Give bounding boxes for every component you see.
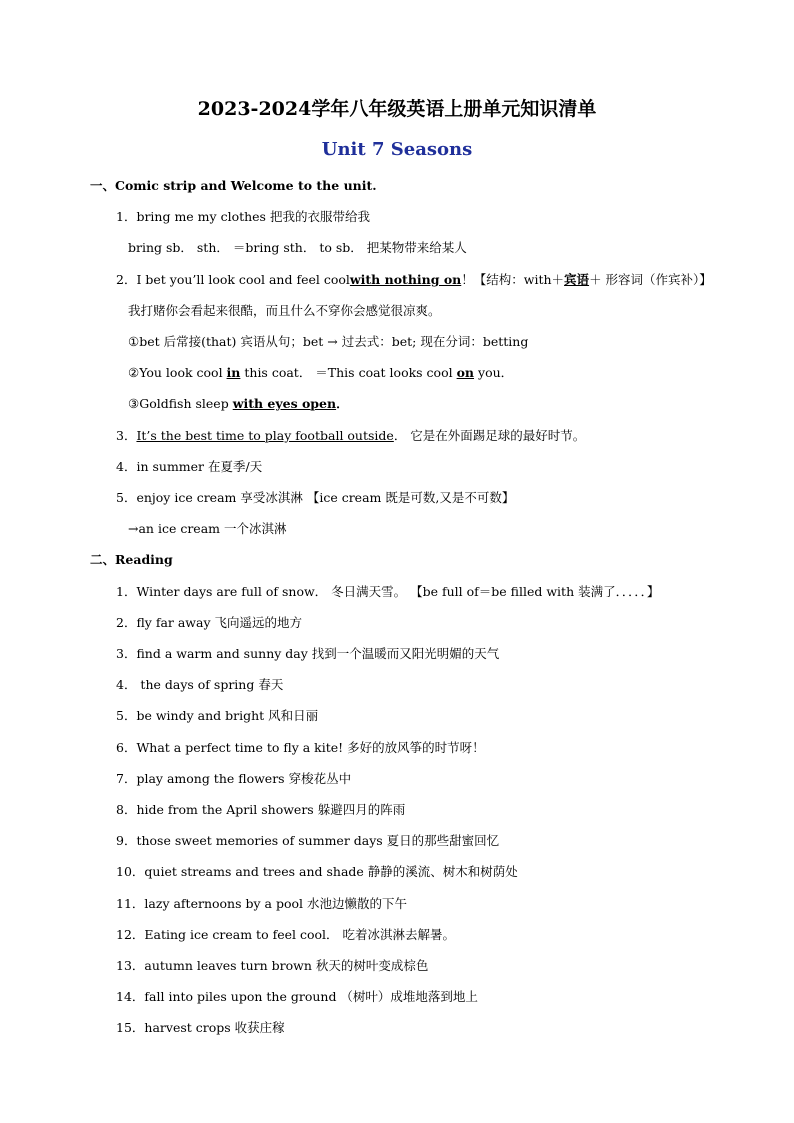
reading-item: 13．autumn leaves turn brown 秋天的树叶变成棕色 bbox=[116, 958, 429, 973]
reading-item: 14．fall into piles upon the ground （树叶）成堆地落到地上 bbox=[116, 989, 478, 1004]
note-3-part: ． bbox=[336, 396, 349, 411]
reading-item: 15．harvest crops 收获庄稼 bbox=[116, 1020, 285, 1035]
reading-item: 1．Winter days are full of snow． 冬日满天雪。 【be full of＝be filled with 装满了．．．．．】 bbox=[116, 584, 660, 599]
comic-item-2-object: 宾语 bbox=[564, 272, 590, 287]
note-2-in: in bbox=[226, 365, 241, 380]
comic-item-2-note-3 bbox=[128, 396, 349, 412]
note-2-part: ②You look cool bbox=[128, 365, 227, 380]
comic-item-2-note-1: ①bet 后常接(that) 宾语从句；bet → 过去式：bet; 现在分词：betting bbox=[128, 334, 529, 349]
comic-item-3-sentence: It’s the best time to play football outside bbox=[136, 428, 394, 443]
unit-title: Unit 7 Seasons bbox=[321, 139, 473, 160]
comic-item-3 bbox=[116, 428, 585, 444]
reading-item: 4． the days of spring 春天 bbox=[116, 677, 284, 692]
comic-item-5: 5．enjoy ice cream 享受冰淇淋 【ice cream 既是可数,又是不可数】 bbox=[116, 490, 515, 505]
comic-item-2-text: 2．I bet you’ll look cool and feel cool bbox=[116, 272, 350, 287]
page-title: 2023-2024学年八年级英语上册单元知识清单 bbox=[197, 98, 597, 120]
comic-item-2-structure: ！【结构：with＋ bbox=[461, 272, 565, 287]
comic-item-1: 1．bring me my clothes 把我的衣服带给我 bbox=[116, 209, 370, 224]
comic-item-2-note-2 bbox=[128, 365, 513, 381]
reading-item: 5．be windy and bright 风和日丽 bbox=[116, 708, 319, 723]
section-heading-comic: 一、Comic strip and Welcome to the unit. bbox=[90, 178, 377, 193]
note-2-part: you． bbox=[474, 365, 514, 380]
comic-item-3-translation: ． 它是在外面踢足球的最好时节。 bbox=[393, 428, 586, 443]
reading-item: 3．find a warm and sunny day 找到一个温暖而又阳光明媚的天气 bbox=[116, 646, 500, 661]
reading-item: 9．those sweet memories of summer days 夏日的那些甜蜜回忆 bbox=[116, 833, 500, 848]
comic-item-2-translation: 我打赌你会看起来很酷，而且什么不穿你会感觉很凉爽。 bbox=[128, 303, 441, 318]
note-2-part: this coat． ＝This coat looks cool bbox=[240, 365, 457, 380]
reading-item: 12．Eating ice cream to feel cool． 吃着冰淇淋去解暑。 bbox=[116, 927, 455, 942]
comic-item-4: 4．in summer 在夏季/天 bbox=[116, 459, 263, 474]
reading-item: 11．lazy afternoons by a pool 水池边懒散的下午 bbox=[116, 896, 407, 911]
reading-item: 7．play among the flowers 穿梭花丛中 bbox=[116, 771, 352, 786]
comic-item-1-note: bring sb． sth． ＝bring sth． to sb． 把某物带来给某人 bbox=[128, 240, 467, 255]
note-2-on: on bbox=[456, 365, 475, 380]
comic-item-2-phrase: with nothing on bbox=[349, 272, 462, 287]
reading-item: 10．quiet streams and trees and shade 静静的溪流、树木和树荫处 bbox=[116, 864, 518, 879]
comic-item-2-structure-end: ＋ 形容词（作宾补）】 bbox=[589, 272, 712, 287]
note-3-part: ③Goldfish sleep bbox=[128, 396, 233, 411]
reading-item: 6．What a perfect time to fly a kite! 多好的放风筝的时节呀！ bbox=[116, 740, 485, 755]
reading-item: 8．hide from the April showers 躲避四月的阵雨 bbox=[116, 802, 406, 817]
comic-item-3-num: 3． bbox=[116, 428, 137, 443]
reading-item: 2．fly far away 飞向遥远的地方 bbox=[116, 615, 302, 630]
section-heading-reading: 二、Reading bbox=[90, 552, 173, 567]
comic-item-5-note: →an ice cream 一个冰淇淋 bbox=[128, 521, 287, 536]
comic-item-2 bbox=[116, 272, 712, 288]
note-3-phrase: with eyes open bbox=[232, 396, 337, 411]
